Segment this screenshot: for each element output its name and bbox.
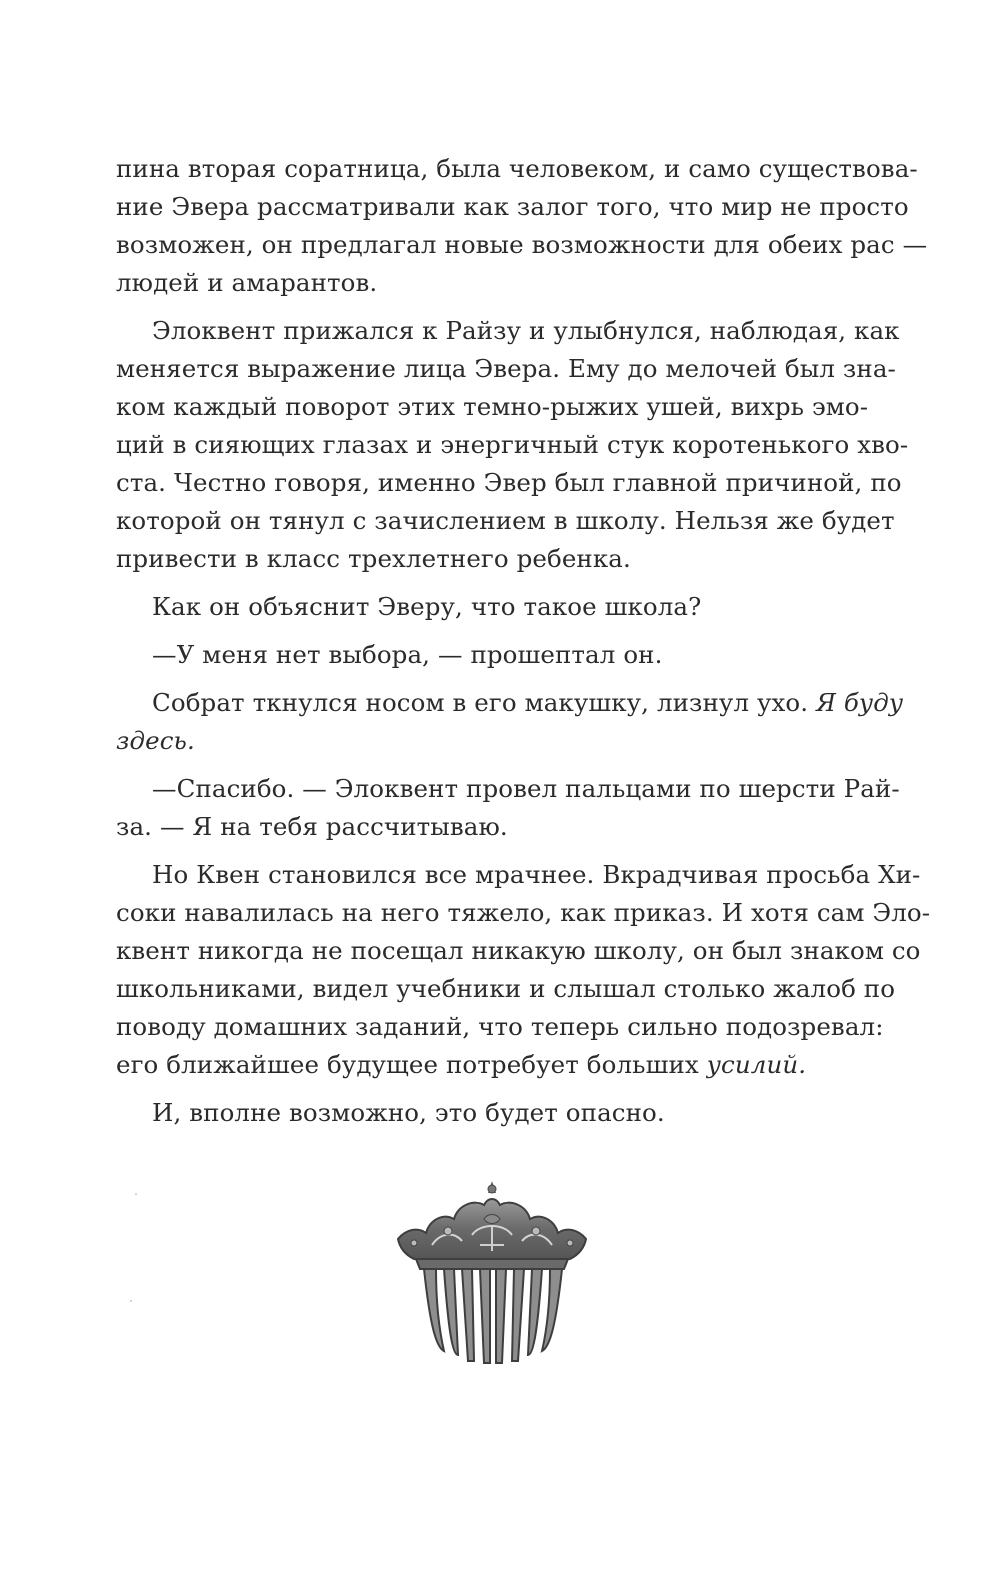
- text-line: [116, 684, 904, 722]
- text-line: соки навалилась на него тяжело, как приказ. И хотя сам Эло-: [116, 898, 931, 927]
- text-line: за. — Я на тебя рассчитываю.: [116, 812, 508, 841]
- text-line: людей и амарантов.: [116, 268, 378, 297]
- speck: [130, 1300, 132, 1302]
- text-run: Собрат ткнулся носом в его макушку, лизнул ухо.: [152, 688, 817, 717]
- text-line: которой он тянул с зачислением в школу. Нельзя же будет: [116, 506, 895, 535]
- speck: [135, 1193, 137, 1195]
- text-line: Как он объяснит Эверу, что такое школа?: [152, 592, 702, 621]
- text-line: ние Эвера рассматривали как залог того, что мир не просто: [116, 192, 909, 221]
- text-line: возможен, он предлагал новые возможности для обеих рас —: [116, 230, 928, 259]
- text-line: [116, 1046, 866, 1084]
- text-line: И, вполне возможно, это будет опасно.: [152, 1098, 665, 1127]
- text-line: меняется выражение лица Эвера. Ему до мелочей был зна-: [116, 354, 896, 383]
- text-line: привести в класс трехлетнего ребенка.: [116, 544, 631, 573]
- paragraph: [116, 588, 866, 626]
- text-line: Но Квен становился все мрачнее. Вкрадчивая просьба Хи-: [152, 860, 921, 889]
- text-line: поводу домашних заданий, что теперь сильно подозревал:: [116, 1012, 884, 1041]
- paragraph: [116, 684, 904, 760]
- paragraph: [116, 856, 931, 1084]
- text-line: здесь.: [116, 726, 195, 755]
- text-line: ций в сияющих глазах и энергичный стук коротенького хво-: [116, 430, 909, 459]
- italic-run: усилий.: [706, 1050, 807, 1079]
- text-line: —У меня нет выбора, — прошептал он.: [152, 640, 663, 669]
- text-line: —Спасибо. — Элоквент провел пальцами по шерсти Рай-: [152, 774, 900, 803]
- comb-spine: [416, 1259, 568, 1269]
- text-line: школьниками, видел учебники и слышал столько жалоб по: [116, 974, 896, 1003]
- crown-top: [398, 1181, 586, 1259]
- text-line: пина вторая соратница, была человеком, и само существова-: [116, 154, 918, 183]
- text-run: его ближайшее будущее потребует больших: [116, 1050, 707, 1079]
- comb-teeth: [424, 1269, 562, 1363]
- ornament-svg: [392, 1175, 598, 1365]
- text-line: ста. Честно говоря, именно Эвер был главной причиной, по: [116, 468, 902, 497]
- paragraph: [116, 1094, 866, 1132]
- body-text: [116, 150, 931, 1132]
- italic-run: Я буду: [816, 688, 904, 717]
- text-line: квент никогда не посещал никакую школу, он был знаком со: [116, 936, 921, 965]
- paragraph: [116, 636, 866, 674]
- tiara-comb-ornament-icon: [392, 1175, 598, 1365]
- text-line: Элоквент прижался к Райзу и улыбнулся, наблюдая, как: [152, 316, 900, 345]
- text-line: ком каждый поворот этих темно-рыжих ушей, вихрь эмо-: [116, 392, 869, 421]
- paragraph: [116, 770, 900, 846]
- paragraph: [116, 312, 909, 578]
